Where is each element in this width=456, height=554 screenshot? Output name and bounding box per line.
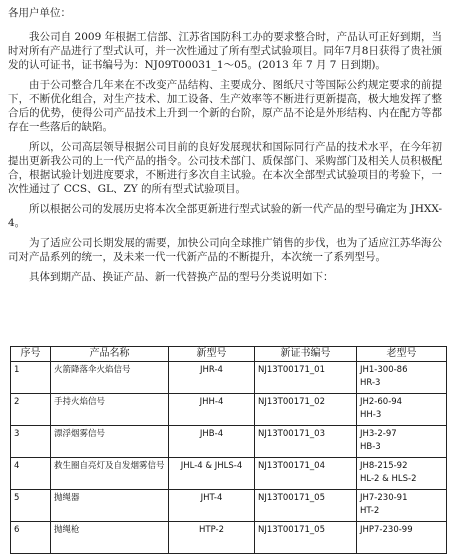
- old-model-line: HB-3: [360, 442, 381, 452]
- row-index: 3: [11, 426, 51, 458]
- row-index: 1: [11, 362, 51, 394]
- old-model-line: JH1-300-86: [360, 365, 408, 375]
- product-name: 抛绳器: [51, 490, 169, 522]
- product-name: 漂浮烟雾信号: [51, 426, 169, 458]
- header-product-name: 产品名称: [51, 347, 169, 362]
- old-model-line: JH7-230-91: [360, 493, 408, 503]
- old-model: [357, 490, 447, 522]
- product-name: 手持火焰信号: [51, 394, 169, 426]
- certificate-number: NJ13T00171_01: [255, 362, 357, 394]
- old-model-line: HL-2 & HLS-2: [360, 474, 417, 484]
- product-name: 火箭降落伞火焰信号: [51, 362, 169, 394]
- certificate-number: NJ13T00171_03: [255, 426, 357, 458]
- row-index: 6: [11, 522, 51, 554]
- table-row: [11, 394, 447, 426]
- old-model: [357, 458, 447, 490]
- paragraph-table-intro: 具体到期产品、换证产品、新一代替换产品的型号分类说明如下：: [29, 271, 334, 283]
- row-index: 2: [11, 394, 51, 426]
- table-row: [11, 522, 447, 554]
- old-model: [357, 394, 447, 426]
- old-model-line: HR-3: [360, 378, 381, 388]
- old-model-line: HH-3: [360, 410, 382, 420]
- header-new-certificate: 新证书编号: [255, 347, 357, 362]
- header-old-model: 老型号: [357, 347, 447, 362]
- paragraph-type-testing: 所以，公司高层领导根据公司目前的良好发展现状和国际同行产品的技术水平，在今年初提出更新我公司的上一代产品的指令。公司技术部门、质保部门、采购部门及相关人员积极配合，根据试验计划进度要求，不断进行多次自主试验。在本次全部型式试验项目的考验下，一次性通过了 CCS、GL、ZY 的所有型式试验项目。: [8, 141, 442, 195]
- salutation: 各用户单位：: [8, 7, 71, 19]
- old-model: [357, 362, 447, 394]
- certificate-number: NJ13T00171_05: [255, 522, 357, 554]
- paragraph-new-model-naming: 所以根据公司的发展历史将本次全部更新进行型式试验的新一代产品的型号确定为 JHXX-4。: [8, 203, 442, 229]
- product-name: 救生圈自亮灯及自发烟雾信号: [51, 458, 169, 490]
- old-model-line: JH2-60-94: [360, 397, 403, 407]
- row-index: 4: [11, 458, 51, 490]
- old-model-line: JH8-215-92: [360, 461, 408, 471]
- table-row: [11, 490, 447, 522]
- table-row: [11, 458, 447, 490]
- new-model: JHH-4: [169, 394, 255, 426]
- paragraph-integration-history: 我公司自 2009 年根据工信部、江苏省国防科工办的要求整合时，产品认可正好到期，当时对所有产品进行了型式认可，并一次性通过了所有型式试验项目。同年7月8日获得了贵社颁发的认可证书，证书编号为：NJ09T00031_1～05。(2013 年 7 月 7 日到期)。: [8, 31, 442, 71]
- certificate-number: NJ13T00171_05: [255, 490, 357, 522]
- old-model-line: HT-2: [360, 506, 380, 516]
- paragraph-series-unification: 为了适应公司长期发展的需要，加快公司向全球推广销售的步伐，也为了适应江苏华海公司对产品系列的统一，及未来一代一代新产品的不断提升，本次统一了系列型号。: [8, 237, 442, 263]
- row-index: 5: [11, 490, 51, 522]
- new-model: JHL-4 & JHLS-4: [169, 458, 255, 490]
- new-model: JHB-4: [169, 426, 255, 458]
- certificate-number: NJ13T00171_02: [255, 394, 357, 426]
- header-new-model: 新型号: [169, 347, 255, 362]
- old-model-line: JH3-2-97: [360, 429, 397, 439]
- table-row: [11, 426, 447, 458]
- new-model: HTP-2: [169, 522, 255, 554]
- certificate-number: NJ13T00171_04: [255, 458, 357, 490]
- product-name: 抛绳枪: [51, 522, 169, 554]
- table-row: [11, 362, 447, 394]
- old-model: [357, 426, 447, 458]
- new-model: JHR-4: [169, 362, 255, 394]
- header-index: 序号: [11, 347, 51, 362]
- paragraph-technology-upgrade: 由于公司整合几年来在不改变产品结构、主要成分、图纸尺寸等国际公约规定要求的前提下，不断优化组合，对生产技术、加工设备、生产效率等不断进行更新提高，极大地发挥了整合后的优势，使得公司产品技术上升到一个新的台阶，原产品不论是外形结构、内在配方等都存在一些落后的缺陷。: [8, 79, 442, 133]
- new-model: JHT-4: [169, 490, 255, 522]
- old-model-line: JHP7-230-99: [360, 525, 413, 535]
- model-comparison-table: [10, 346, 447, 554]
- old-model: [357, 522, 447, 554]
- table-header-row: [11, 347, 447, 362]
